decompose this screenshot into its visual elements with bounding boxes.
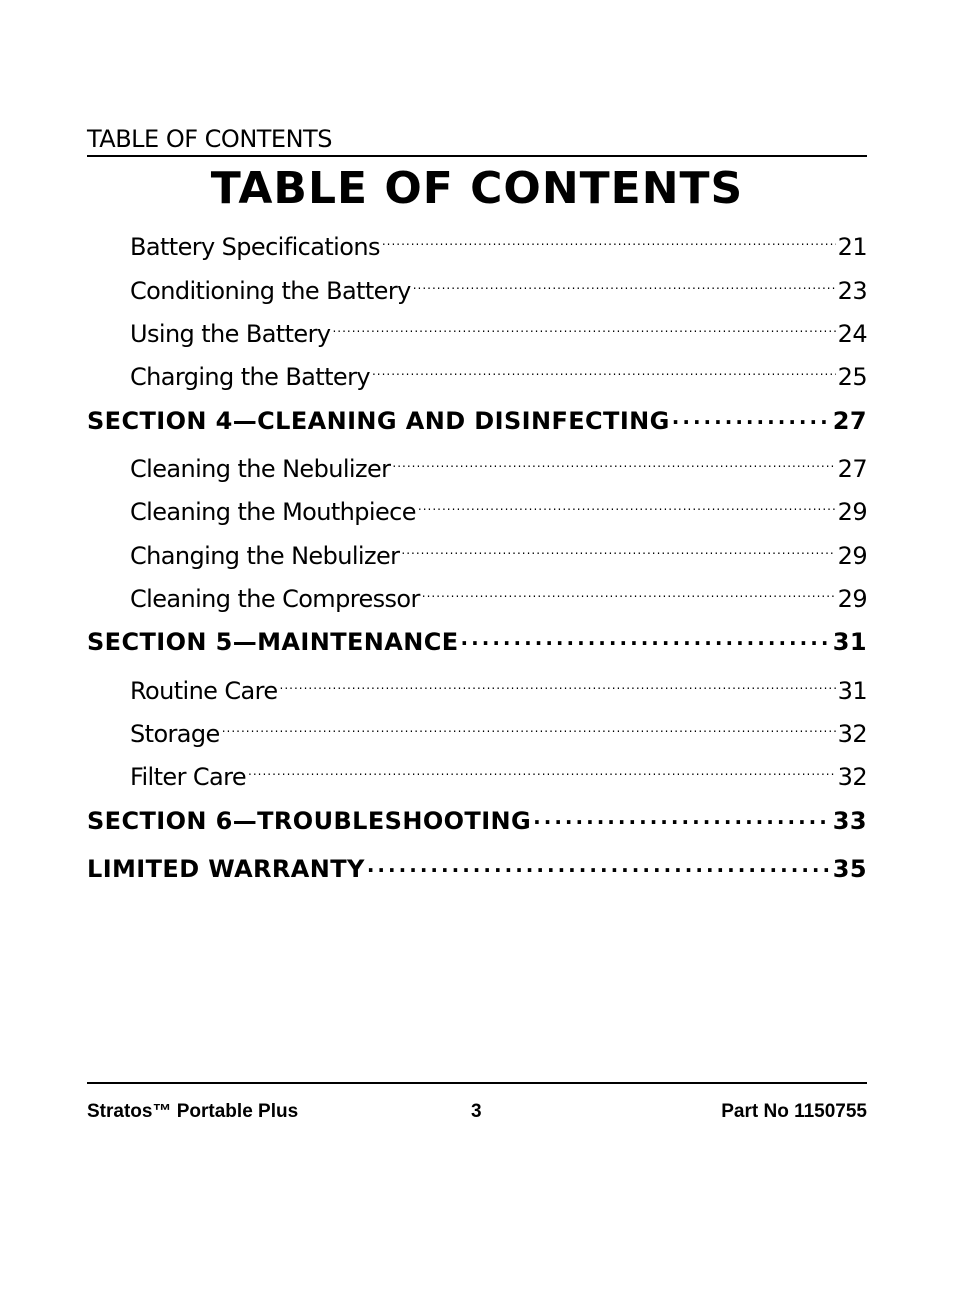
toc-entry-page: 29	[837, 585, 867, 613]
toc-section-page: 33	[832, 807, 867, 835]
page-title: TABLE OF CONTENTS	[210, 163, 744, 214]
toc-entry-label: Battery Specifications	[130, 233, 380, 261]
toc-entry-label: Filter Care	[130, 763, 247, 791]
dot-leader	[533, 805, 831, 829]
running-header: TABLE OF CONTENTS	[87, 125, 332, 153]
toc-entry-page: 23	[837, 277, 867, 305]
toc-section-label: SECTION 5—MAINTENANCE	[87, 628, 459, 656]
dot-leader	[461, 626, 831, 650]
dot-leader	[367, 853, 831, 877]
toc-entry-label: Changing the Nebulizer	[130, 542, 400, 570]
toc-entry-page: 32	[837, 720, 867, 748]
toc-entry-page: 29	[837, 498, 867, 526]
footer-part-number: Part No 1150755	[721, 1101, 867, 1122]
toc-entry-label: Cleaning the Mouthpiece	[130, 498, 416, 526]
footer-page-number: 3	[471, 1101, 482, 1122]
footer-product-name: Stratos™ Portable Plus	[87, 1101, 299, 1122]
toc-limited-warranty[interactable]	[87, 853, 867, 885]
toc-entry-page: 21	[837, 233, 867, 261]
toc-entry-page: 24	[837, 320, 867, 348]
dot-leader	[372, 361, 836, 385]
dot-leader	[392, 453, 835, 477]
toc-entry-conditioning-the-battery[interactable]	[130, 275, 867, 307]
toc-section-page: 35	[832, 855, 867, 883]
toc-entry-charging-the-battery[interactable]	[130, 361, 867, 393]
dot-leader	[672, 405, 831, 429]
dot-leader	[401, 540, 835, 564]
toc-section-4[interactable]	[87, 405, 867, 437]
dot-leader	[280, 675, 836, 699]
toc-entry-label: Routine Care	[130, 677, 278, 705]
toc-entry-filter-care[interactable]	[130, 761, 867, 793]
toc-entry-page: 31	[837, 677, 867, 705]
dot-leader	[332, 318, 835, 342]
toc-entry-battery-specifications[interactable]	[130, 231, 867, 263]
toc-section-label: SECTION 6—TROUBLESHOOTING	[87, 807, 532, 835]
toc-entry-storage[interactable]	[130, 718, 867, 750]
toc-section-label: LIMITED WARRANTY	[87, 855, 365, 883]
footer-divider	[87, 1082, 867, 1084]
dot-leader	[413, 275, 836, 299]
toc-entry-label: Cleaning the Nebulizer	[130, 455, 391, 483]
toc-entry-page: 29	[837, 542, 867, 570]
dot-leader	[222, 718, 836, 742]
toc-entry-label: Using the Battery	[130, 320, 331, 348]
dot-leader	[382, 231, 836, 255]
toc-entry-cleaning-the-mouthpiece[interactable]	[130, 496, 867, 528]
toc-entry-changing-the-nebulizer[interactable]	[130, 540, 867, 572]
toc-entry-label: Storage	[130, 720, 220, 748]
toc-section-5[interactable]	[87, 626, 867, 658]
toc-entry-routine-care[interactable]	[130, 675, 867, 707]
dot-leader	[422, 583, 836, 607]
toc-entry-page: 32	[837, 763, 867, 791]
toc-entry-label: Cleaning the Compressor	[130, 585, 420, 613]
toc-entry-cleaning-the-nebulizer[interactable]	[130, 453, 867, 485]
toc-entry-page: 27	[837, 455, 867, 483]
toc-section-label: SECTION 4—CLEANING AND DISINFECTING	[87, 407, 670, 435]
toc-entry-using-the-battery[interactable]	[130, 318, 867, 350]
toc-entry-label: Conditioning the Battery	[130, 277, 411, 305]
toc-entry-page: 25	[837, 363, 867, 391]
header-divider	[87, 155, 867, 157]
toc-section-page: 27	[832, 407, 867, 435]
toc-section-page: 31	[832, 628, 867, 656]
toc-section-6[interactable]	[87, 805, 867, 837]
toc-entry-label: Charging the Battery	[130, 363, 370, 391]
dot-leader	[248, 761, 836, 785]
dot-leader	[418, 496, 836, 520]
toc-entry-cleaning-the-compressor[interactable]	[130, 583, 867, 615]
